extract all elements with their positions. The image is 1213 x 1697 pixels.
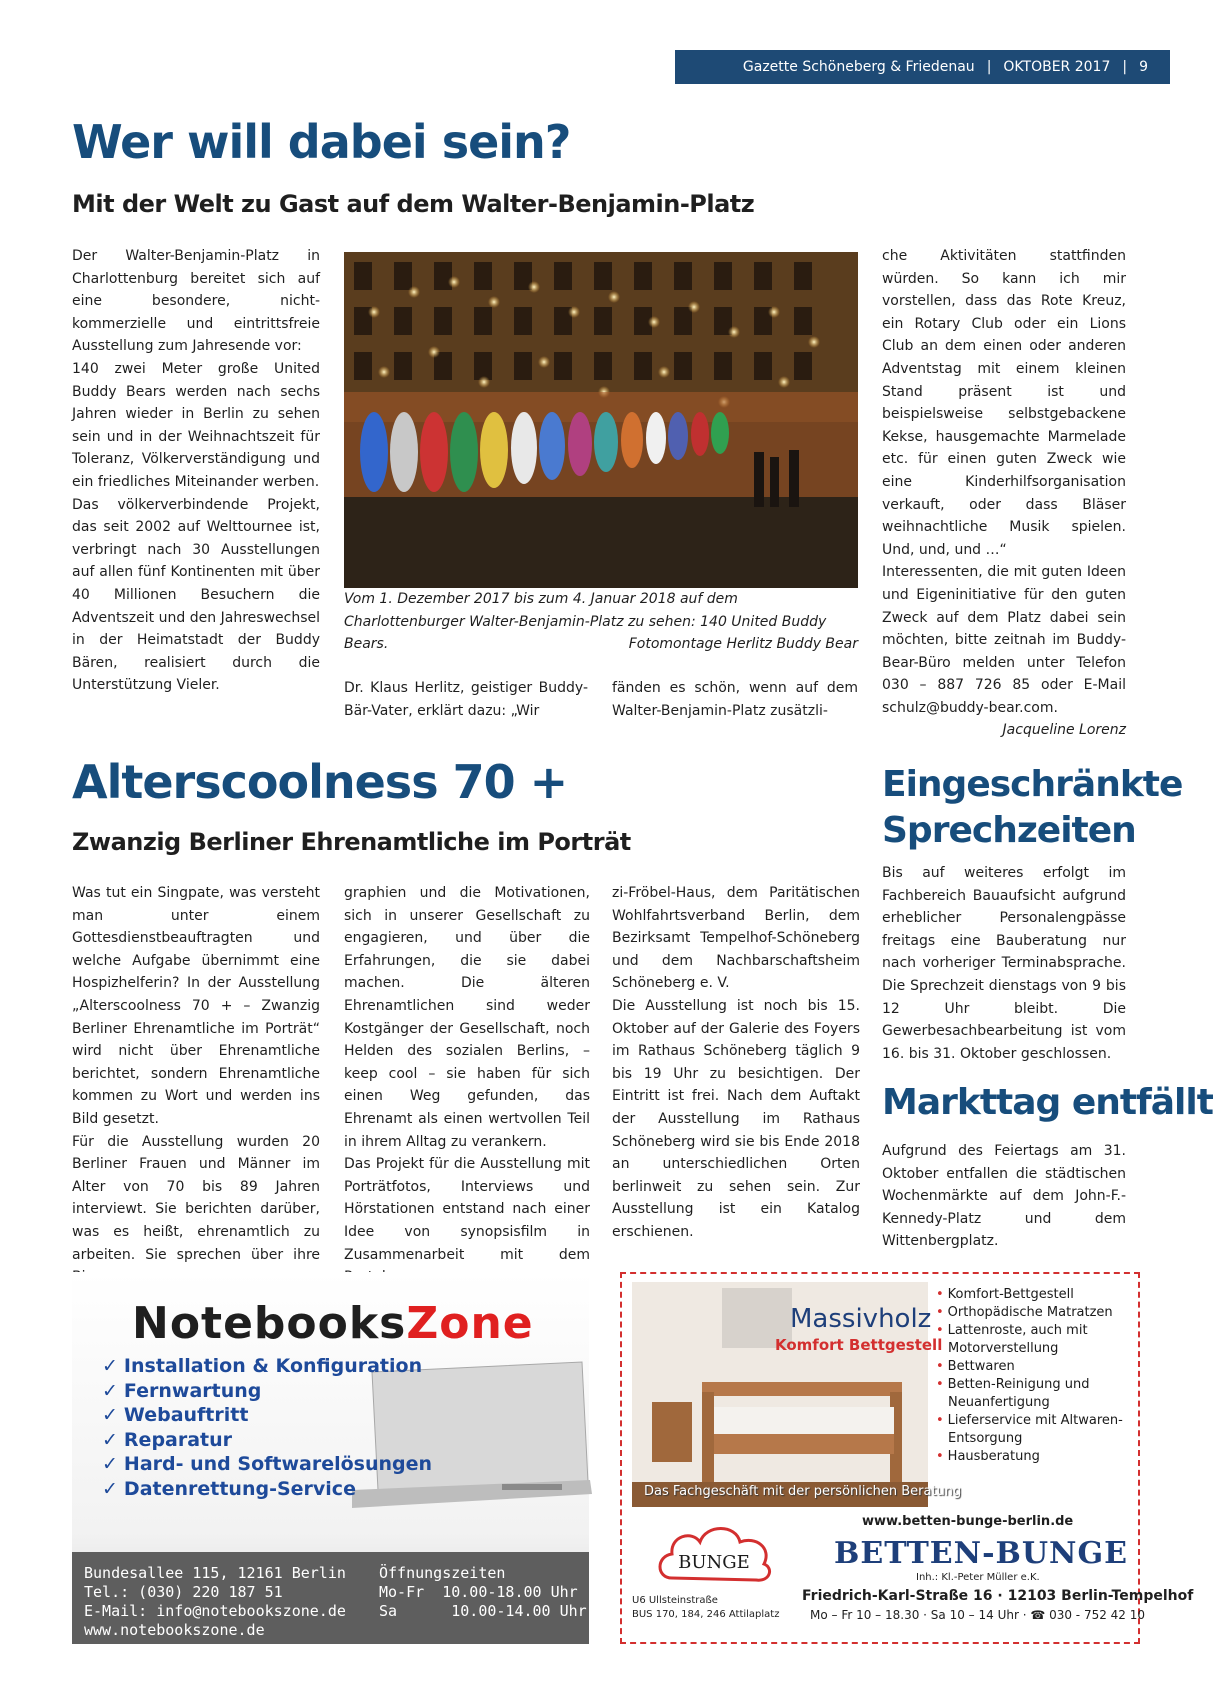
article2-column-3 [612, 882, 860, 1244]
paragraph: graphien und die Motivationen, sich in unserer Gesellschaft zu engagieren, und über die Erfahrungen, die sie dabei machen. Die älteren Ehrenamtlichen sind weder Kostgänger der Gesellschaft, noch Helden des sozialen Berlins, – keep cool – sie haben für sich einen Weg gefunden, das Ehrenamt als einen wertvollen Teil in ihrem Alltag zu verankern. [344, 885, 590, 1150]
article4-body [882, 1140, 1126, 1253]
photo-caption [344, 588, 858, 656]
store-address: Friedrich-Karl-Straße 16 · 12103 Berlin-Tempelhof [802, 1588, 1194, 1604]
transit-info [632, 1594, 779, 1622]
headline-line: Eingeschränkte [882, 764, 1183, 805]
paragraph: Interessenten, die mit guten Ideen und Eigeninitiative für den guten Zweck auf dem Platz dabei sein möchten, bitte zeitnah im Buddy-Bear-Büro melden unter Telefon 030 – 887 726 85 oder E-Mail schulz@buddy-bear.com. [882, 564, 1126, 716]
list-item-label: Betten-Reinigung und Neuanfertigung [947, 1377, 1090, 1410]
paragraph: zi-Fröbel-Haus, dem Paritätischen Wohlfahrtsverband Berlin, dem Bezirksamt Tempelhof-Schöneberg und dem Nachbarschaftsheim Schöneberg e. V. [612, 885, 860, 992]
paragraph: Das völkerverbindende Projekt, das seit 2002 auf Welttournee ist, verbringt nach 30 Ausstellungen auf allen fünf Kontinenten mit über 40 Millionen Besuchern die Adventszeit und den Jahreswechsel in der Heimatstadt der Buddy Bären, realisiert durch die Unterstützung Vieler. [72, 496, 320, 694]
store-hours: Mo – Fr 10 – 18.30 · Sa 10 – 14 Uhr · ☎ 030 - 752 42 10 [810, 1608, 1146, 1622]
bullet-icon: • [936, 1287, 944, 1302]
checkmark-icon: ✓ [102, 1355, 118, 1377]
list-item-label: Hard- und Softwarelösungen [123, 1453, 433, 1475]
paragraph: Das Projekt für die Ausstellung mit Porträtfotos, Interviews und Hörstationen entstand nach einer Idee von synopsisfilm in Zusammenarbeit mit dem [344, 1156, 590, 1263]
bullet-icon: • [936, 1323, 944, 1338]
caption-text: Vom 1. Dezember 2017 bis zum 4. Januar 2018 auf dem Charlottenburger Walter-Benjamin-Platz zu sehen: 140 United Buddy Bears. [344, 591, 827, 653]
article2-headline: Alterscoolness 70 + [72, 755, 568, 809]
list-item-label: Orthopädische Matratzen [947, 1305, 1113, 1320]
issue-date: OKTOBER 2017 [1003, 59, 1111, 75]
list-item-label: Reparatur [123, 1428, 233, 1451]
article2-subheadline: Zwanzig Berliner Ehrenamtliche im Porträt [72, 828, 631, 856]
header-separator: | [986, 59, 992, 75]
bunge-cloud-logo [652, 1518, 776, 1590]
article3-headline [882, 762, 1182, 854]
checkmark-icon: ✓ [102, 1477, 118, 1500]
logo-text: BUNGE [678, 1552, 750, 1573]
notebookszone-advertisement[interactable] [72, 1272, 589, 1644]
photo-illustration [344, 252, 858, 588]
list-item [102, 1379, 432, 1404]
list-item-label: Hausberatung [947, 1449, 1040, 1464]
bullet-icon: • [936, 1377, 944, 1392]
paragraph: Der Walter-Benjamin-Platz in Charlottenburg bereitet sich auf eine besondere, nicht-kommerzielle und eintrittsfreie Ausstellung zum Jahresende vor: [72, 248, 320, 355]
tagline: Das Fachgeschäft mit der persönlichen Beratung [644, 1484, 962, 1499]
notebookszone-logo [132, 1298, 534, 1349]
list-item-label: Lattenroste, auch mit Motorverstellung [947, 1323, 1088, 1356]
owner-info: Inh.: Kl.-Peter Müller e.K. [916, 1572, 1040, 1583]
list-item [102, 1452, 432, 1477]
contact-details: Bundesallee 115, 12161 Berlin Tel.: (030) 220 187 51 E-Mail: info@notebookszone.de www.notebookszone.de [84, 1564, 346, 1639]
bullet-icon: • [936, 1359, 944, 1374]
list-item-label: Webauftritt [123, 1404, 249, 1426]
list-item-label: Bettwaren [947, 1359, 1015, 1374]
transit-line: BUS 170, 184, 246 Attilaplatz [632, 1609, 780, 1620]
headline-line: Sprechzeiten [882, 810, 1136, 851]
opening-hours: Öffnungszeiten Mo-Fr 10.00-18.00 Uhr Sa 10.00-14.00 Uhr [379, 1564, 587, 1620]
page-number: 9 [1139, 59, 1148, 75]
article3-body [882, 862, 1126, 1065]
feature-list [936, 1286, 1136, 1466]
article1-subheadline: Mit der Welt zu Gast auf dem Walter-Benjamin-Platz [72, 190, 755, 218]
komfort-label: Komfort Bettgestell [775, 1336, 943, 1354]
betten-bunge-brand: BETTEN-BUNGE [834, 1536, 1128, 1571]
list-item-label: Fernwartung [123, 1379, 262, 1402]
paragraph: Was tut ein Singpate, was versteht man unter einem Gottesdienstbeauftragten und welche Aufgabe übernimmt eine Hospizhelferin? In der Ausstellung „Alterscoolness 70 + – Zwanzig Berliner Ehrenamtliche im Porträt“ wird nicht über Ehrenamtliche berichtet, sondern Ehrenamtliche kommen zu Wort und werden ins Bild gesetzt. [72, 885, 320, 1127]
list-item [936, 1448, 1136, 1466]
paragraph: 140 zwei Meter große United Buddy Bears werden nach sechs Jahren wieder in Berlin zu sehen sein und in der Weihnachtszeit für Toleranz, Völkerverständigung und ein friedliches Miteinander werben. [72, 360, 320, 490]
buddy-bears-photo [344, 252, 858, 588]
list-item-label: Lieferservice mit Altwaren-Entsorgung [947, 1413, 1123, 1446]
article1-column-2 [344, 677, 588, 722]
betten-bunge-advertisement[interactable] [620, 1272, 1194, 1644]
paragraph: Für die Ausstellung wurden 20 Berliner Frauen und Männer im Alter von 70 bis 89 Jahren interviewt. Sie berichten darüber, was es heißt, ehrenamtlich zu arbeiten. Sie sprechen über ihre [72, 1133, 320, 1263]
list-item-label: Komfort-Bettgestell [947, 1287, 1074, 1302]
paragraph: Bis auf weiteres erfolgt im Fachbereich Bauaufsicht aufgrund erheblicher Personalengpässe freitags eine Bauberatung nur nach vorheriger Terminabsprache. Die Sprechzeit dienstags von 9 bis 12 Uhr bleibt. Die Gewerbesachbearbeitung ist vom 16. bis 31. Oktober geschlossen. [882, 865, 1126, 1062]
article4-headline: Markttag entfällt [882, 1082, 1213, 1123]
publication-name: Gazette Schöneberg & Friedenau [742, 59, 975, 75]
author-name: Jacqueline Lorenz [1002, 722, 1126, 739]
article1-column-3 [612, 677, 858, 722]
logo-text-dark: Notebooks [132, 1298, 407, 1349]
website-link[interactable]: www.betten-bunge-berlin.de [862, 1514, 1074, 1529]
checkmark-icon: ✓ [102, 1453, 118, 1475]
article1-column-1 [72, 245, 320, 697]
checkmark-icon: ✓ [102, 1379, 118, 1402]
bullet-icon: • [936, 1413, 944, 1428]
list-item [936, 1412, 1136, 1448]
paragraph: Dr. Klaus Herlitz, geistiger Buddy-Bär-Vater, erklärt dazu: „Wir [344, 680, 588, 719]
list-item-label: Installation & Konfiguration [123, 1355, 423, 1377]
paragraph: Aufgrund des Feiertags am 31. Oktober entfallen die städtischen Wochenmärkte auf dem John-F.-Kennedy-Platz und dem Wittenbergplatz. [882, 1143, 1126, 1250]
notebookszone-contact-footer [72, 1552, 589, 1644]
page-header [675, 50, 1170, 84]
list-item [102, 1477, 432, 1502]
paragraph: che Aktivitäten stattfinden würden. So kann ich mir vorstellen, dass das Rote Kreuz, ein Rotary Club oder ein Lions Club an dem einen oder anderen Adventstag mit einem kleinen Stand präsent ist und beispielsweise selbstgebackene Kekse, hausgemachte Marmelade etc. für einen guten Zweck wie eine Kinderhilfsorganisation verkauft, oder dass Bläser weihnachtliche Musik spielen. Und, und, und …“ [882, 248, 1126, 558]
checkmark-icon: ✓ [102, 1428, 118, 1451]
article1-headline: Wer will dabei sein? [72, 115, 571, 169]
article2-column-2 [344, 882, 590, 1289]
list-item [936, 1358, 1136, 1376]
list-item [936, 1322, 1136, 1358]
photo-credit: Fotomontage Herlitz Buddy Bear [628, 636, 858, 653]
list-item-label: Datenrettung-Service [123, 1477, 356, 1500]
service-list [102, 1354, 432, 1501]
transit-line: U6 Ullsteinstraße [632, 1595, 718, 1606]
checkmark-icon: ✓ [102, 1404, 118, 1426]
article1-column-4 [882, 245, 1126, 742]
list-item [936, 1376, 1136, 1412]
article2-column-1 [72, 882, 320, 1289]
list-item [936, 1304, 1136, 1322]
list-item [102, 1403, 432, 1428]
paragraph: Die Ausstellung ist noch bis 15. Oktober auf der Galerie des Foyers im Rathaus Schöneberg täglich 9 bis 19 Uhr zu besichtigen. Der Eintritt ist frei. Nach dem Auftakt der Ausstellung im Rathaus Schöneberg wird sie bis Ende 2018 an unterschiedlichen Orten berlinweit zu sehen sein. Zur Ausstellung ist ein Katalog erschienen. [612, 997, 860, 1240]
list-item [102, 1428, 432, 1453]
paragraph: fänden es schön, wenn auf dem Walter-Benjamin-Platz zusätzli- [612, 680, 858, 719]
list-item [936, 1286, 1136, 1304]
logo-text-red: Zone [406, 1298, 534, 1349]
list-item [102, 1354, 432, 1379]
massivholz-label: Massivholz [790, 1304, 932, 1334]
header-separator: | [1122, 59, 1128, 75]
bullet-icon: • [936, 1305, 944, 1320]
bullet-icon: • [936, 1449, 944, 1464]
